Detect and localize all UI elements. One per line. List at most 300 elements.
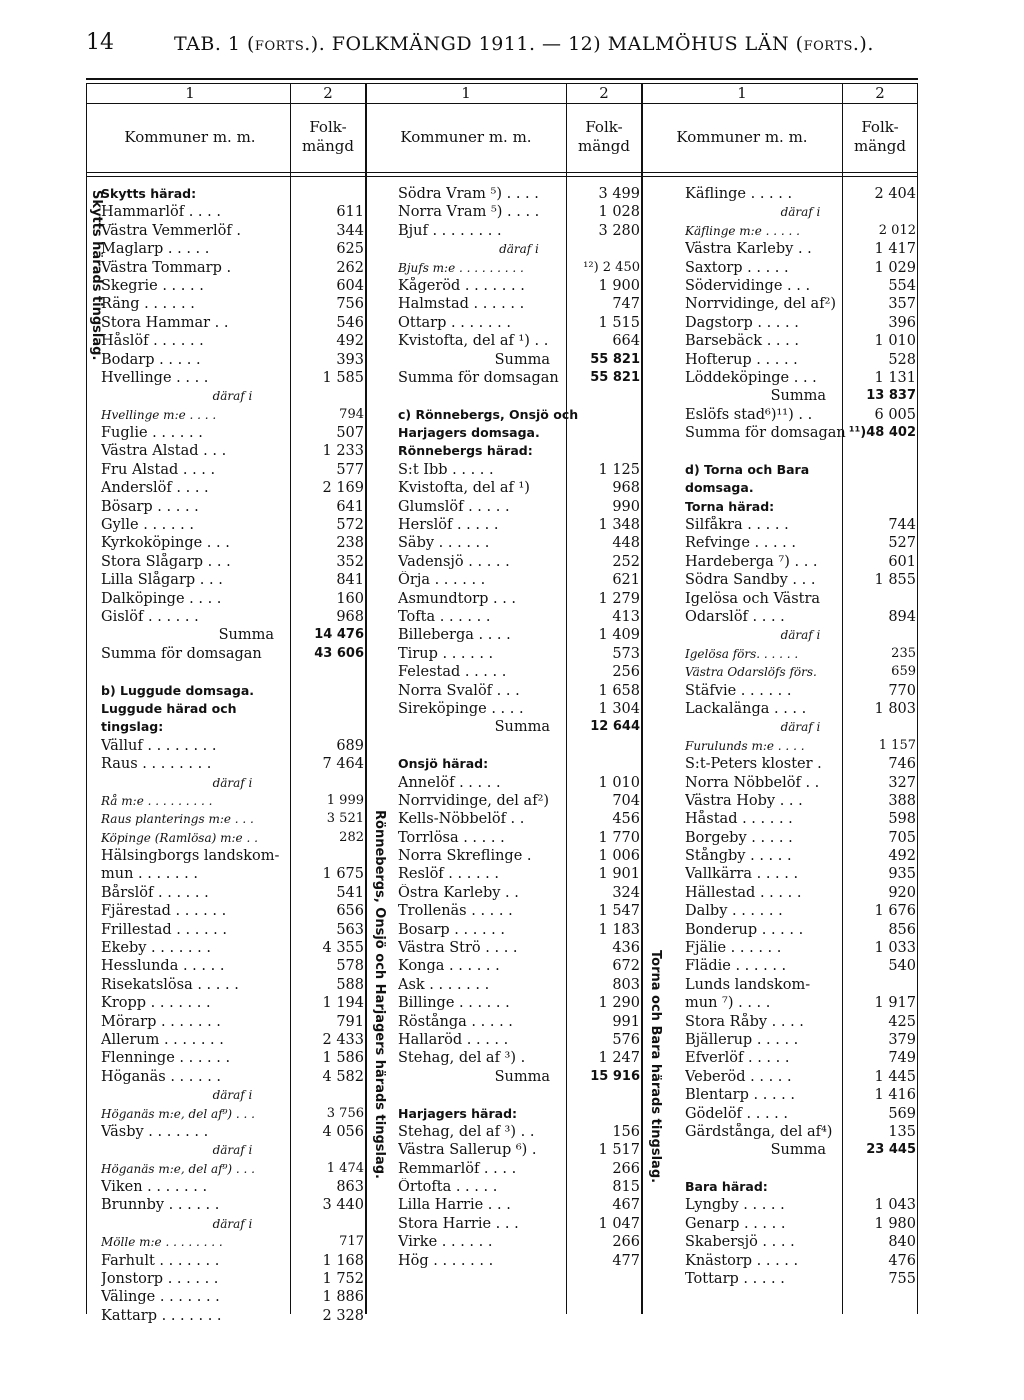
table-row [685,810,916,828]
col1-label: Kommuner m. m. [124,128,256,146]
kommun-name: Gödelöf . . . . . [685,1105,789,1122]
folkmangd-value: 492 [336,333,364,350]
folkmangd-value: 894 [888,608,916,625]
kommun-name: Röstånga . . . . . [398,1013,513,1030]
table-row [398,884,640,902]
folkmangd-value: 1 006 [598,848,640,865]
folkmangd-value: 12 644 [590,719,640,735]
kommun-name: Fjärestad . . . . . . [101,903,227,920]
folkmangd-value: 2 404 [874,186,916,202]
folkmangd-value: 840 [888,1234,916,1251]
kommun-name: Hofterup . . . . . [685,351,798,368]
table-row [398,921,640,939]
kommun-name: Kells-Nöbbelöf . . [398,811,525,828]
col3-num: 1 [737,84,747,102]
subentry-row [101,1233,364,1251]
kommun-name: Summa för domsagan [398,369,559,386]
table-row [685,1013,916,1031]
folkmangd-value: 13 837 [866,388,916,404]
folkmangd-value: 1 029 [874,259,916,276]
divider [917,84,918,1314]
kommun-name: Hardeberga ⁷) . . . [685,553,818,570]
folk-label-b: mängd [853,137,907,155]
column-1 [101,185,364,1325]
kommun-name: Säby . . . . . . [398,535,490,552]
folkmangd-value: 1 348 [598,517,640,534]
table-row [398,792,640,810]
folkmangd-value: 1 515 [598,314,640,331]
folkmangd-value: 357 [888,296,916,313]
folkmangd-value: 1 886 [322,1289,364,1306]
folkmangd-value: 601 [888,553,916,570]
table-row [101,645,364,663]
table-row [398,902,640,920]
summa-row [685,1141,916,1159]
kommun-name: b) Luggude domsaga. [101,682,255,698]
kommun-name: däraf i [212,1143,253,1158]
table-row [398,590,640,608]
folkmangd-value: 3 280 [598,222,640,239]
kommun-name: Bösarp . . . . . [101,498,199,515]
folkmangd-value: 2 433 [322,1031,364,1048]
kommun-name: tingslag: [101,719,164,735]
table-row [685,976,916,994]
folkmangd-value: 1 033 [874,940,916,957]
folkmangd-value: 1 279 [598,590,640,607]
table-row [685,259,916,277]
col2-num: 1 [461,84,471,102]
folkmangd-value: 256 [612,664,640,681]
table-row [685,1086,916,1104]
folkmangd-value: 1 585 [322,369,364,386]
kommun-name: Remmarlöf . . . . [398,1160,517,1177]
folkmangd-value: 856 [888,921,916,938]
table-row [101,314,364,332]
folkmangd-value: ¹¹)48 402 [848,425,916,441]
table-row [398,1141,640,1159]
kommun-name: Höganäs m:e, del af⁹) . . . [101,1161,255,1176]
table-row [398,847,640,865]
kommun-name: Bonderup . . . . . [685,921,804,938]
kommun-name: Hällestad . . . . . [685,884,802,901]
table-row [398,829,640,847]
table-row [101,240,364,258]
kommun-name: Veberöd . . . . . [685,1068,792,1085]
section-heading [398,424,640,442]
kommun-name: Virke . . . . . . [398,1234,493,1251]
table-row [685,994,916,1012]
subentry-row [101,792,364,810]
folkmangd-value: 1 752 [322,1271,364,1288]
kommun-name: Mölle m:e . . . . . . . . [101,1235,223,1250]
folkmangd-value: 770 [888,682,916,699]
kommun-name: Billeberga . . . . [398,627,511,644]
kommun-name: Lunds landskom- [685,976,811,993]
table-row [398,939,640,957]
kommun-name: Lilla Harrie . . . [398,1197,511,1214]
folkmangd-value: 621 [612,572,640,589]
folkmangd-value: 704 [612,792,640,809]
kommun-name: Gylle . . . . . . [101,517,194,534]
folkmangd-value: 23 445 [866,1142,916,1158]
kommun-name: S:t Ibb . . . . . [398,461,494,478]
kommun-name: Barsebäck . . . . [685,333,799,350]
subentry-row [101,1105,364,1123]
kommun-name: Reslöf . . . . . . [398,866,499,883]
kommun-name: Kattarp . . . . . . . [101,1307,222,1324]
table-row [685,332,916,350]
table-row [101,571,364,589]
table-row [398,1031,640,1049]
kommun-name: Torna härad: [685,498,775,514]
folkmangd-value: 1 047 [598,1215,640,1232]
folkmangd-value: 1 900 [598,277,640,294]
kommun-name: Norra Nöbbelöf . . [685,774,820,791]
table-row [101,590,364,608]
kommun-name: däraf i [780,628,821,643]
folkmangd-value: 388 [888,792,916,809]
table-row [101,1288,364,1306]
page-number: 14 [86,30,114,55]
kommun-name: Billinge . . . . . . [398,995,510,1012]
folkmangd-value: 4 582 [322,1068,364,1085]
table-row [101,865,364,883]
table-row [101,957,364,975]
folkmangd-value: 546 [336,314,364,331]
folkmangd-value: 794 [339,406,364,422]
kommun-name: Summa [494,719,550,736]
table-row [685,1233,916,1251]
table-row [101,1049,364,1067]
folkmangd-value: 1 125 [598,461,640,478]
table-row [685,1196,916,1214]
folkmangd-value: 1 290 [598,995,640,1012]
kommun-name: däraf i [780,205,821,220]
kommun-name: Torrlösa . . . . . [398,829,505,846]
table-row [685,351,916,369]
kommun-name: Skegrie . . . . . [101,277,204,294]
table-row [398,626,640,644]
kommun-name: Stehag, del af ³) . . [398,1123,535,1140]
subentry-row [101,1160,364,1178]
kommun-name: Asmundtorp . . . [398,590,517,607]
folkmangd-value: 3 756 [326,1105,364,1121]
summa-row [398,718,640,736]
folkmangd-value: 238 [336,535,364,552]
folkmangd-value: 6 005 [874,406,916,423]
kommun-name: Södra Sandby . . . [685,572,816,589]
kommun-name: Håstad . . . . . . [685,811,793,828]
kommun-name: Rönnebergs härad: [398,443,533,459]
table-row [101,332,364,350]
folkmangd-value: 379 [888,1031,916,1048]
kommun-name: Summa [218,627,274,644]
kommun-name: Genarp . . . . . [685,1215,786,1232]
folkmangd-value: 1 233 [322,443,364,460]
kommun-name: Kvistofta, del af ¹) . . [398,333,549,350]
folkmangd-value: 611 [336,204,364,221]
section-heading [398,1105,640,1123]
kommun-name: Kyrkoköpinge . . . [101,535,230,552]
subentry-row [101,406,364,424]
kommun-name: Trollenäs . . . . . [398,903,513,920]
kommun-name: Stäfvie . . . . . . [685,682,792,699]
divider [86,84,87,1314]
table-row [101,921,364,939]
folkmangd-value: 2 328 [322,1307,364,1324]
folkmangd-value: 456 [612,811,640,828]
table-row [685,571,916,589]
table-row [101,1196,364,1214]
folkmangd-value: 659 [891,664,916,680]
kommun-name: Ottarp . . . . . . . [398,314,511,331]
folkmangd-value: 1 675 [322,866,364,883]
kommun-name: Summa för domsagan [101,645,262,662]
table-row [685,185,916,203]
kommun-name: Södervidinge . . . [685,277,811,294]
kommun-name: Dalköpinge . . . . [101,590,222,607]
table-row [101,1252,364,1270]
folkmangd-value: 527 [888,535,916,552]
folkmangd-value: 3 521 [326,811,364,827]
table-row [101,663,364,681]
kommun-name: Tottarp . . . . . [685,1271,785,1288]
table-row [101,1068,364,1086]
folkmangd-value: 235 [891,645,916,661]
folkmangd-value: 540 [888,958,916,975]
kommun-name: Igelösa och Västra [685,590,821,607]
table-row [685,718,916,736]
subheader-rule [86,103,918,104]
table-row [398,1233,640,1251]
folkmangd-value: 528 [888,351,916,368]
kommun-name: Konga . . . . . . [398,958,500,975]
table-row [101,755,364,773]
table-row [398,810,640,828]
table-row [685,755,916,773]
kommun-name: Anderslöf . . . . [101,480,209,497]
table-row [101,461,364,479]
folkmangd-value: 266 [612,1160,640,1177]
folkmangd-value: 262 [336,259,364,276]
folkmangd-value: 541 [336,884,364,901]
vertical-label-torna: Torna och Bara härads tingslag. [648,950,663,1184]
folkmangd-value: 476 [888,1252,916,1269]
folkmangd-value: 863 [336,1179,364,1196]
table-row [101,1270,364,1288]
kommun-name: däraf i [212,389,253,404]
kommun-name: Raus . . . . . . . . [101,756,212,773]
table-row [101,259,364,277]
table-row [685,406,916,424]
header-bottom-rule [86,172,918,173]
table-row [685,295,916,313]
table-row [398,865,640,883]
kommun-name: Norra Skreflinge . [398,848,532,865]
section-heading [101,718,364,736]
col3-folk-label [844,118,916,156]
table-row [685,1105,916,1123]
kommun-name: Norra Svalöf . . . [398,682,520,699]
folkmangd-value: 436 [612,940,640,957]
summa-row [398,351,640,369]
kommun-name: Stora Harrie . . . [398,1215,519,1232]
kommun-name: Västra Hoby . . . [685,792,803,809]
kommun-name: Dalby . . . . . . [685,903,783,920]
folkmangd-value: 968 [612,480,640,497]
folkmangd-value: 841 [336,572,364,589]
folkmangd-value: 1 999 [326,792,364,808]
kommun-name: mun ⁷) . . . . [685,995,771,1012]
kommun-name: Bodarp . . . . . [101,351,201,368]
kommun-name: Hälsingborgs landskom- [101,848,280,865]
table-row [685,847,916,865]
table-row [685,369,916,387]
folk-label-a: Folk- [585,118,623,136]
table-row [398,1160,640,1178]
kommun-name: Norra Vram ⁵) . . . . [398,204,540,221]
folkmangd-value: 1 304 [598,700,640,717]
table-row [101,737,364,755]
folkmangd-value: 625 [336,241,364,258]
folkmangd-value: 135 [888,1123,916,1140]
kommun-name: däraf i [499,242,539,257]
folk-label-b: mängd [577,137,631,155]
folkmangd-value: 2 012 [878,222,916,238]
folkmangd-value: 266 [612,1234,640,1251]
folkmangd-value: 744 [888,517,916,534]
kommun-name: Stehag, del af ³) . [398,1050,526,1067]
folkmangd-value: 1 043 [874,1197,916,1214]
kommun-name: Ekeby . . . . . . . [101,940,211,957]
table-row [398,645,640,663]
folkmangd-value: 1 247 [598,1050,640,1067]
table-row [101,994,364,1012]
kommun-name: Välluf . . . . . . . . [101,737,217,754]
folkmangd-value: 1 417 [874,241,916,258]
folkmangd-value: 572 [336,517,364,534]
table-row [101,939,364,957]
table-row [685,865,916,883]
kommun-name: Onsjö härad: [398,756,489,772]
kommun-name: Summa [494,351,550,368]
table-row [101,1123,364,1141]
table-row [398,240,640,258]
table-row [101,277,364,295]
kommun-name: Västra Karleby . . [685,241,812,258]
folkmangd-value: 3 499 [598,186,640,202]
table-row [685,1123,916,1141]
table-row [685,314,916,332]
kommun-name: Gärdstånga, del af⁴) [685,1123,833,1140]
folkmangd-value: 324 [612,884,640,901]
section-heading [685,1178,916,1196]
table-row [101,203,364,221]
divider [365,84,367,1314]
table-row [685,424,916,442]
page-title: TAB. 1 (forts.). FOLKMÄNGD 1911. — 12) MALMÖHUS LÄN (forts.). [174,33,874,55]
section-heading [685,479,916,497]
column-3 [685,185,916,1288]
folkmangd-value: 1 409 [598,627,640,644]
folkmangd-value: 747 [612,296,640,313]
table-row [101,387,364,405]
section-heading [101,185,364,203]
folkmangd-value: 641 [336,498,364,515]
folkmangd-value: 554 [888,277,916,294]
table-row [685,1252,916,1270]
table-row [685,774,916,792]
summa-row [685,387,916,405]
folkmangd-value: 448 [612,535,640,552]
folk-label-a: Folk- [861,118,899,136]
kommun-name: däraf i [780,720,821,735]
folkmangd-value: 467 [612,1197,640,1214]
col3-label: Kommuner m. m. [676,128,808,146]
table-row [398,1196,640,1214]
table-row [685,277,916,295]
folk-label-b: mängd [301,137,355,155]
kommun-name: Västra Odarslöfs förs. [685,665,817,680]
folkmangd-value: 1 028 [598,204,640,221]
kommun-name: Dagstorp . . . . . [685,314,799,331]
kommun-name: Välinge . . . . . . . [101,1289,220,1306]
kommun-name: Tofta . . . . . . [398,608,491,625]
kommun-name: Örtofta . . . . . [398,1179,498,1196]
kommun-name: Bjällerup . . . . . [685,1031,799,1048]
kommun-name: Halmstad . . . . . . [398,296,525,313]
folkmangd-value: 1 980 [874,1215,916,1232]
table-row [398,461,640,479]
folkmangd-value: 4 056 [322,1123,364,1140]
table-row [101,442,364,460]
folkmangd-value: 4 355 [322,940,364,957]
table-row [398,663,640,681]
folkmangd-value: 577 [336,461,364,478]
kommun-name: Efverlöf . . . . . [685,1050,790,1067]
table-row [398,534,640,552]
table-row [398,387,640,405]
kommun-name: Vallkärra . . . . . [685,866,799,883]
section-heading [398,442,640,460]
kommun-name: Bosarp . . . . . . [398,921,505,938]
folkmangd-value: 991 [612,1013,640,1030]
header-bottom-rule-thin [86,176,918,177]
table-row [685,534,916,552]
folkmangd-value: 3 440 [322,1197,364,1214]
col1-folk-num: 2 [323,84,333,102]
folkmangd-value: 43 606 [314,645,364,661]
folkmangd-value: 1 547 [598,903,640,920]
section-heading [101,700,364,718]
folkmangd-value: 689 [336,737,364,754]
kommun-name: Västra Tommarp . [101,259,232,276]
folkmangd-value: 656 [336,903,364,920]
kommun-name: d) Torna och Bara [685,461,810,477]
table-row [398,1215,640,1233]
folkmangd-value: 803 [612,976,640,993]
table-row [101,884,364,902]
kommun-name: Käflinge m:e . . . . . [685,223,800,238]
kommun-name: Jonstorp . . . . . . [101,1271,219,1288]
table-row [398,737,640,755]
kommun-name: Bårslöf . . . . . . [101,884,209,901]
table-row [398,1252,640,1270]
kommun-name: Frillestad . . . . . . [101,921,227,938]
table-row [398,516,640,534]
kommun-name: Bara härad: [685,1179,768,1195]
folkmangd-value: 920 [888,884,916,901]
